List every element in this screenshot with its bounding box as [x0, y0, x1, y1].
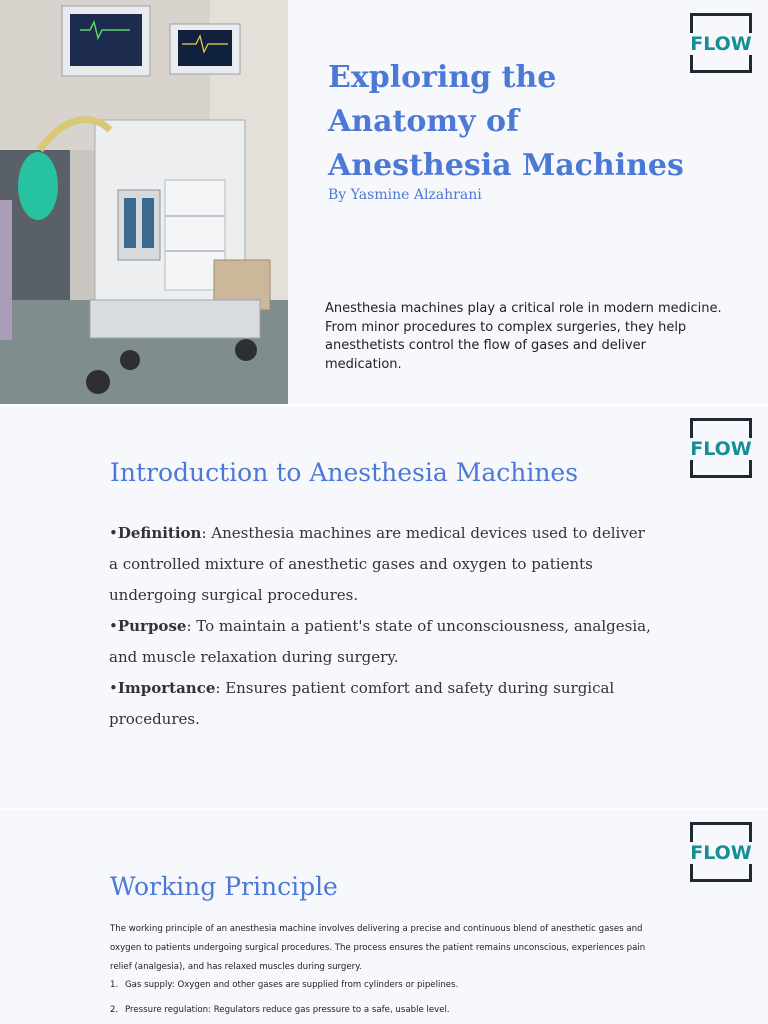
step-text: Pressure regulation: Regulators reduce gas pressure to a safe, usable level. [125, 1005, 450, 1015]
step-number: 2. [110, 1005, 119, 1015]
slide-heading: Introduction to Anesthesia Machines [110, 458, 579, 487]
bullet-term: Definition [117, 524, 202, 542]
title-line-2: Anatomy of [328, 104, 519, 139]
bullet-text: : To maintain a patient's state of unconsciousness, analgesia, and muscle relaxation during surgery. [109, 617, 651, 666]
bullet-text: : Anesthesia machines are medical devices used to deliver a controlled mixture of anesthetic gases and oxygen to patients undergoing surgical procedures. [109, 524, 645, 604]
bullet-term: Importance [117, 679, 216, 697]
step-number: 1. [110, 980, 119, 990]
working-principle-paragraph: The working principle of an anesthesia machine involves delivering a precise and continuous blend of anesthetic gases and oxygen to patients undergoing surgical procedures. The process ensures the patient remains unconscious, experiences pain relief (analgesia), and has relaxed muscles during surgery. [110, 924, 646, 972]
flow-logo-text: FLOW [690, 842, 752, 864]
bullet-term: Purpose [117, 617, 187, 635]
working-principle-slide [0, 808, 768, 1024]
bullet-importance: •Importance: Ensures patient comfort and safety during surgical procedures. [109, 679, 615, 728]
intro-paragraph: Anesthesia machines play a critical role in modern medicine. From minor procedures to complex surgeries, they help anesthetists control the flow of gases and deliver medication. [325, 301, 722, 372]
title-slide [0, 0, 768, 404]
flow-logo-text: FLOW [690, 438, 752, 460]
bullet-text: : Ensures patient comfort and safety during surgical procedures. [109, 679, 615, 728]
step-text: Gas supply: Oxygen and other gases are supplied from cylinders or pipelines. [125, 980, 459, 990]
list-item [110, 1005, 650, 1024]
introduction-slide [0, 404, 768, 808]
flow-logo [690, 13, 752, 73]
bullet-definition: •Definition: Anesthesia machines are medical devices used to deliver a controlled mixture of anesthetic gases and oxygen to patients undergoing surgical procedures. [109, 524, 645, 604]
flow-logo-text: FLOW [690, 33, 752, 55]
author-byline: By Yasmine Alzahrani [328, 187, 482, 203]
bullet-purpose: •Purpose: To maintain a patient's state of unconsciousness, analgesia, and muscle relaxation during surgery. [109, 617, 651, 666]
title-line-3: Anesthesia Machines [328, 148, 684, 183]
flow-logo [690, 418, 752, 478]
flow-logo [690, 822, 752, 882]
bullet-list [109, 518, 654, 735]
list-item [110, 980, 650, 1005]
presentation-title [328, 56, 698, 188]
slide-heading: Working Principle [110, 872, 338, 901]
anesthesia-machine-photo [0, 0, 288, 404]
steps-list [110, 980, 650, 1024]
title-line-1: Exploring the [328, 60, 557, 95]
